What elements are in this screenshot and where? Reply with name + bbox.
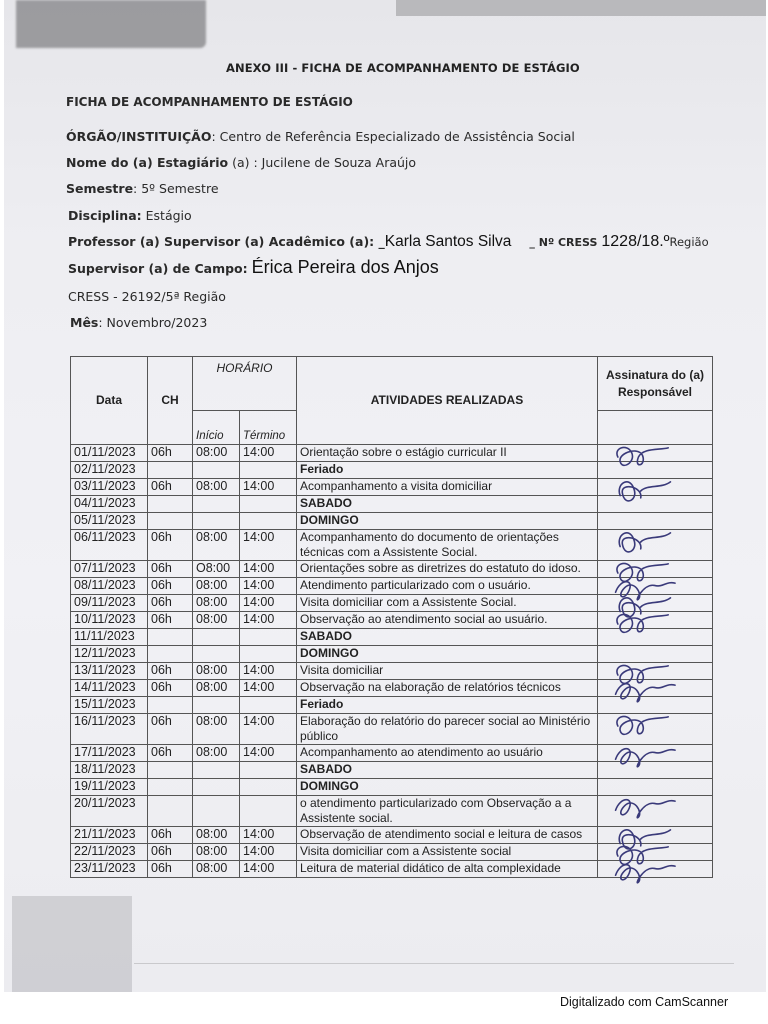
row-activity: Acompanhamento do documento de orientações técnicas com a Assistente Social. (297, 530, 598, 561)
row-end: 14:00 (240, 663, 297, 680)
row-date: 04/11/2023 (71, 496, 148, 513)
row-end: 14:00 (240, 714, 297, 745)
row-end (240, 513, 297, 530)
row-activity: Visita domiciliar com a Assistente Social. (297, 595, 598, 612)
row-activity: Feriado (297, 462, 598, 479)
table-row (71, 745, 713, 762)
cress-number: 1228/18.º (601, 233, 670, 250)
row-ch (148, 496, 193, 513)
annex-title: ANEXO III - FICHA DE ACOMPANHAMENTO DE ESTÁGIO (226, 61, 580, 75)
row-signature (598, 496, 713, 513)
row-start: 08:00 (193, 680, 240, 697)
row-ch: 06h (148, 714, 193, 745)
row-end: 14:00 (240, 612, 297, 629)
row-date: 05/11/2023 (71, 513, 148, 530)
row-signature (598, 445, 713, 462)
row-ch (148, 779, 193, 796)
row-ch: 06h (148, 561, 193, 578)
row-ch: 06h (148, 861, 193, 878)
row-end (240, 496, 297, 513)
cress-line: CRESS - 26192/5ª Região (68, 289, 226, 304)
row-activity: Visita domiciliar (297, 663, 598, 680)
row-end (240, 762, 297, 779)
row-date: 20/11/2023 (71, 796, 148, 827)
row-date: 21/11/2023 (71, 827, 148, 844)
signature-mark (608, 857, 678, 889)
row-end (240, 796, 297, 827)
table-row (71, 479, 713, 496)
row-signature (598, 796, 713, 827)
table-row (71, 629, 713, 646)
row-date: 17/11/2023 (71, 745, 148, 762)
mes-label: Mês (70, 315, 99, 330)
row-activity: DOMINGO (297, 779, 598, 796)
row-signature (598, 762, 713, 779)
header-assinatura: Assinatura do (a) Responsável (598, 357, 713, 411)
activities-body (71, 445, 713, 878)
row-start (193, 513, 240, 530)
row-ch: 06h (148, 578, 193, 595)
row-start (193, 462, 240, 479)
semestre-label: Semestre (66, 181, 134, 196)
row-start: 08:00 (193, 595, 240, 612)
row-start: 08:00 (193, 479, 240, 496)
row-activity: Leitura de material didático de alta complexidade (297, 861, 598, 878)
professor-value: Karla Santos Silva (384, 233, 512, 250)
table-row (71, 861, 713, 878)
signature-mark (608, 792, 678, 824)
row-end: 14:00 (240, 861, 297, 878)
supervisor-campo-line (68, 257, 439, 278)
row-start: 08:00 (193, 745, 240, 762)
row-ch: 06h (148, 612, 193, 629)
row-date: 02/11/2023 (71, 462, 148, 479)
header-data: Data (71, 357, 148, 445)
row-activity: Visita domiciliar com a Assistente social (297, 844, 598, 861)
row-start (193, 779, 240, 796)
professor-line (68, 233, 709, 251)
row-date: 23/11/2023 (71, 861, 148, 878)
row-signature (598, 861, 713, 878)
row-end (240, 646, 297, 663)
row-activity: Feriado (297, 697, 598, 714)
row-end: 14:00 (240, 530, 297, 561)
row-date: 19/11/2023 (71, 779, 148, 796)
table-row (71, 496, 713, 513)
professor-label: Professor (a) Supervisor (a) Acadêmico (a): _ (68, 234, 385, 249)
row-signature (598, 745, 713, 762)
row-start: 08:00 (193, 663, 240, 680)
row-start: 08:00 (193, 445, 240, 462)
row-date: 10/11/2023 (71, 612, 148, 629)
row-ch (148, 646, 193, 663)
form-title: FICHA DE ACOMPANHAMENTO DE ESTÁGIO (66, 95, 353, 109)
header-termino: Término (240, 411, 297, 445)
table-row (71, 714, 713, 745)
row-ch (148, 796, 193, 827)
disciplina-line (68, 208, 192, 223)
row-ch: 06h (148, 844, 193, 861)
row-ch: 06h (148, 445, 193, 462)
header-ch: CH (148, 357, 193, 445)
row-activity: Observação de atendimento social e leitura de casos (297, 827, 598, 844)
row-ch (148, 629, 193, 646)
row-date: 16/11/2023 (71, 714, 148, 745)
row-activity: DOMINGO (297, 646, 598, 663)
row-activity: SABADO (297, 762, 598, 779)
row-end: 14:00 (240, 827, 297, 844)
row-start (193, 629, 240, 646)
row-date: 18/11/2023 (71, 762, 148, 779)
row-ch: 06h (148, 663, 193, 680)
row-start (193, 762, 240, 779)
disciplina-label: Disciplina: (68, 208, 142, 223)
row-date: 11/11/2023 (71, 629, 148, 646)
header-atividades: ATIVIDADES REALIZADAS (297, 357, 598, 445)
row-ch (148, 513, 193, 530)
row-date: 09/11/2023 (71, 595, 148, 612)
row-activity: Acompanhamento a visita domiciliar (297, 479, 598, 496)
scanned-page (4, 0, 766, 992)
row-date: 13/11/2023 (71, 663, 148, 680)
semestre-line (66, 181, 219, 196)
cress-suffix: Região (669, 235, 709, 249)
estagiario-line (66, 155, 416, 170)
row-end: 14:00 (240, 745, 297, 762)
estagiario-value: (a) : Jucilene de Souza Araújo (228, 155, 417, 170)
scan-shadow (12, 896, 132, 992)
row-start (193, 496, 240, 513)
row-end: 14:00 (240, 445, 297, 462)
cress-prefix: _ Nº CRESS (529, 236, 598, 249)
header-inicio: Início (193, 411, 240, 445)
row-start: 08:00 (193, 714, 240, 745)
row-date: 22/11/2023 (71, 844, 148, 861)
orgao-line (66, 129, 575, 144)
row-ch (148, 762, 193, 779)
table-row (71, 612, 713, 629)
row-activity: SABADO (297, 496, 598, 513)
row-activity: DOMINGO (297, 513, 598, 530)
row-ch: 06h (148, 827, 193, 844)
mes-line (70, 315, 207, 330)
row-start: 08:00 (193, 578, 240, 595)
row-start: 08:00 (193, 827, 240, 844)
row-ch: 06h (148, 745, 193, 762)
table-row (71, 796, 713, 827)
signature-mark (608, 526, 678, 558)
row-activity: SABADO (297, 629, 598, 646)
scan-shadow (16, 0, 206, 48)
row-date: 06/11/2023 (71, 530, 148, 561)
row-signature (598, 612, 713, 629)
row-start: O8:00 (193, 561, 240, 578)
row-activity: Elaboração do relatório do parecer social ao Ministério público (297, 714, 598, 745)
row-signature (598, 629, 713, 646)
semestre-value: : 5º Semestre (133, 181, 219, 196)
row-start: 08:00 (193, 844, 240, 861)
row-end (240, 697, 297, 714)
row-start (193, 646, 240, 663)
supervisor-campo-value: Érica Pereira dos Anjos (251, 257, 439, 277)
table-row (71, 445, 713, 462)
row-signature (598, 680, 713, 697)
header-horario: HORÁRIO (193, 357, 297, 411)
table-row (71, 530, 713, 561)
row-activity: Acompanhamento ao atendimento ao usuário (297, 745, 598, 762)
row-date: 03/11/2023 (71, 479, 148, 496)
row-date: 01/11/2023 (71, 445, 148, 462)
supervisor-campo-label: Supervisor (a) de Campo: (68, 261, 248, 276)
row-date: 14/11/2023 (71, 680, 148, 697)
row-ch: 06h (148, 479, 193, 496)
row-activity: Orientação sobre o estágio curricular II (297, 445, 598, 462)
row-signature (598, 479, 713, 496)
table-row (71, 680, 713, 697)
row-start (193, 796, 240, 827)
row-date: 15/11/2023 (71, 697, 148, 714)
row-ch (148, 462, 193, 479)
row-ch: 06h (148, 680, 193, 697)
orgao-value: : Centro de Referência Especializado de Assistência Social (211, 129, 575, 144)
row-ch (148, 697, 193, 714)
row-end: 14:00 (240, 561, 297, 578)
row-end: 14:00 (240, 595, 297, 612)
scan-shadow (396, 0, 766, 16)
row-activity: Observação ao atendimento social ao usuário. (297, 612, 598, 629)
row-start: 08:00 (193, 612, 240, 629)
mes-value: : Novembro/2023 (98, 315, 208, 330)
row-date: 08/11/2023 (71, 578, 148, 595)
row-activity: Orientações sobre as diretrizes do estatuto do idoso. (297, 561, 598, 578)
row-end (240, 629, 297, 646)
disciplina-value: Estágio (141, 208, 192, 223)
row-end: 14:00 (240, 844, 297, 861)
row-date: 07/11/2023 (71, 561, 148, 578)
row-date: 12/11/2023 (71, 646, 148, 663)
signature-mark (608, 710, 678, 742)
activities-table (70, 356, 713, 878)
header-assinatura-blank (598, 411, 713, 445)
row-signature (598, 530, 713, 561)
row-signature (598, 714, 713, 745)
orgao-label: ÓRGÃO/INSTITUIÇÃO (66, 129, 212, 144)
row-start: 08:00 (193, 861, 240, 878)
row-end: 14:00 (240, 479, 297, 496)
scanner-watermark: Digitalizado com CamScanner (560, 995, 729, 1009)
row-activity: Atendimento particularizado com o usuário. (297, 578, 598, 595)
row-start (193, 697, 240, 714)
row-activity: o atendimento particularizado com Observação a a Assistente social. (297, 796, 598, 827)
row-activity: Observação na elaboração de relatórios técnicos (297, 680, 598, 697)
row-end (240, 779, 297, 796)
row-end: 14:00 (240, 680, 297, 697)
row-end: 14:00 (240, 578, 297, 595)
row-end (240, 462, 297, 479)
page-rule (134, 963, 734, 964)
row-ch: 06h (148, 530, 193, 561)
row-start: 08:00 (193, 530, 240, 561)
table-row (71, 762, 713, 779)
estagiario-label: Nome do (a) Estagiário (66, 155, 229, 170)
row-ch: 06h (148, 595, 193, 612)
